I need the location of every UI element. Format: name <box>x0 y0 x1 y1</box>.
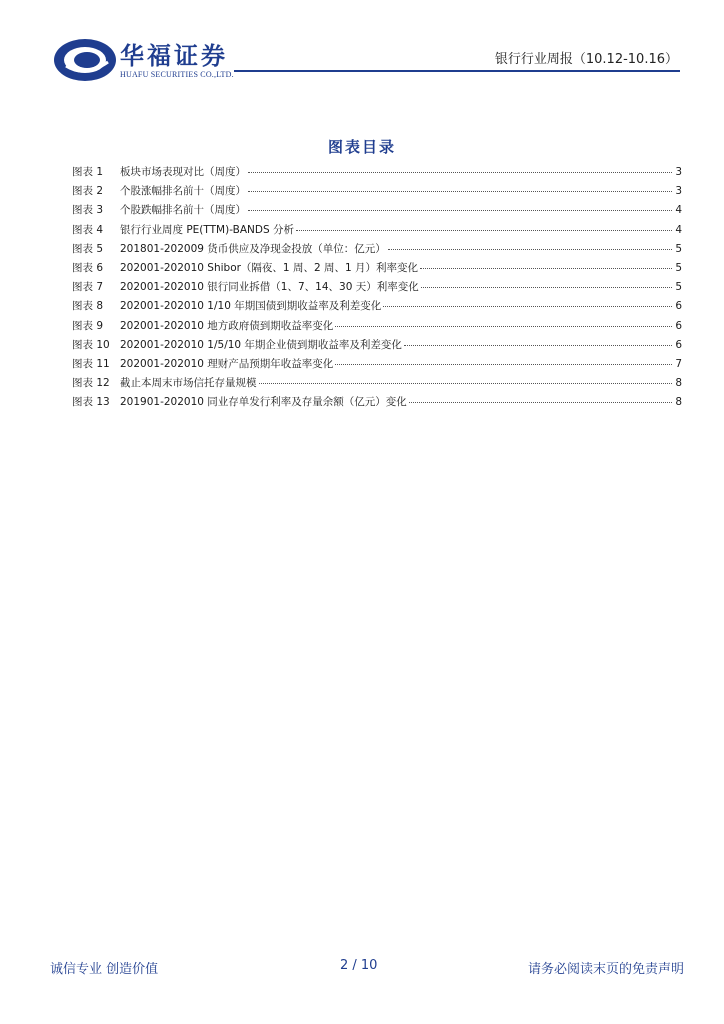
toc-item-page: 5 <box>675 281 682 294</box>
toc-item[interactable] <box>72 222 682 241</box>
toc-item-title: 202001-202010 1/10 年期国债到期收益率及利差变化 <box>120 300 382 313</box>
toc-item[interactable] <box>72 183 682 202</box>
page-header <box>0 0 724 90</box>
toc-leader-dots <box>248 172 672 173</box>
toc-item-page: 3 <box>675 166 682 178</box>
report-title: 银行行业周报（10.12-10.16） <box>494 52 678 67</box>
toc-item-page: 6 <box>675 338 682 351</box>
toc-item[interactable] <box>72 318 682 337</box>
toc-item-title: 银行行业周度 PE(TTM)-BANDS 分析 <box>120 223 294 236</box>
toc-leader-dots <box>248 191 672 192</box>
toc-leader-dots <box>421 287 672 288</box>
toc-item-label: 图表 7 <box>72 281 104 294</box>
toc-item-page: 6 <box>675 319 682 332</box>
footer-disclaimer-note: 请务必阅读末页的免责声明 <box>527 962 684 977</box>
toc-item-label: 图表 10 <box>72 338 110 351</box>
toc-item-label: 图表 9 <box>72 319 104 332</box>
toc-leader-dots <box>420 268 672 269</box>
toc-item-label: 图表 4 <box>72 223 104 236</box>
toc-item-title: 201801-202009 货币供应及净现金投放（单位：亿元） <box>120 242 386 255</box>
toc-item[interactable] <box>72 337 682 356</box>
page-number: 2 / 10 <box>340 958 378 973</box>
toc-item[interactable] <box>72 394 682 413</box>
toc-leader-dots <box>335 364 672 365</box>
toc-leader-dots <box>388 249 672 250</box>
toc-item-label: 图表 3 <box>72 204 104 217</box>
toc-item-page: 6 <box>675 300 682 313</box>
footer-slogan: 诚信专业 创造价值 <box>50 962 159 977</box>
toc-item-title: 202001-202010 1/5/10 年期企业债到期收益率及利差变化 <box>120 338 402 351</box>
toc-item-page: 3 <box>675 185 682 198</box>
toc-leader-dots <box>335 326 672 327</box>
toc-item-title: 个股跌幅排名前十（周度） <box>120 204 246 217</box>
header-divider <box>234 70 680 72</box>
toc-item-title: 个股涨幅排名前十（周度） <box>120 185 246 198</box>
toc-item-page: 8 <box>675 396 682 409</box>
toc-leader-dots <box>409 402 672 403</box>
brand-name-en: HUAFU SECURITIES CO.,LTD. <box>120 70 234 79</box>
toc-item-title: 202001-202010 Shibor（隔夜、1 周、2 周、1 月）利率变化 <box>120 261 418 274</box>
toc-item[interactable] <box>72 298 682 317</box>
toc-item-label: 图表 5 <box>72 242 104 255</box>
toc-item[interactable] <box>72 241 682 260</box>
toc-leader-dots <box>383 306 672 307</box>
huafu-logo-icon <box>52 36 118 84</box>
toc-heading: 图表目录 <box>327 138 396 156</box>
toc-list <box>72 164 682 413</box>
toc-item-page: 7 <box>675 357 682 370</box>
toc-item-label: 图表 2 <box>72 185 104 198</box>
toc-item[interactable] <box>72 279 682 298</box>
toc-item-label: 图表 12 <box>72 377 110 390</box>
toc-item-title: 202001-202010 理财产品预期年收益率变化 <box>120 357 334 370</box>
toc-item-page: 4 <box>675 204 682 217</box>
toc-item-page: 8 <box>675 377 682 390</box>
toc-item-label: 图表 11 <box>72 357 110 370</box>
toc-item-title: 截止本周末市场信托存量规模 <box>120 377 257 390</box>
toc-leader-dots <box>296 230 672 231</box>
toc-item-label: 图表 6 <box>72 261 104 274</box>
toc-item-title: 202001-202010 地方政府债到期收益率变化 <box>120 319 334 332</box>
toc-item-page: 5 <box>675 261 682 274</box>
toc-item-label: 图表 1 <box>72 166 104 178</box>
toc-item[interactable] <box>72 260 682 279</box>
toc-item[interactable] <box>72 375 682 394</box>
toc-item[interactable] <box>72 164 682 183</box>
page-footer <box>50 958 684 978</box>
toc-item-label: 图表 13 <box>72 396 110 409</box>
toc-leader-dots <box>248 210 672 211</box>
toc-item[interactable] <box>72 356 682 375</box>
toc-item-title: 202001-202010 银行同业拆借（1、7、14、30 天）利率变化 <box>120 281 419 294</box>
toc-item-title: 201901-202010 同业存单发行利率及存量余额（亿元）变化 <box>120 396 407 409</box>
toc-leader-dots <box>259 383 673 384</box>
toc-item-title: 板块市场表现对比（周度） <box>120 166 246 178</box>
toc-item[interactable] <box>72 202 682 221</box>
toc-item-page: 4 <box>675 223 682 236</box>
brand-name-cn: 华福证券 <box>120 41 228 70</box>
toc-item-page: 5 <box>675 242 682 255</box>
toc-item-label: 图表 8 <box>72 300 104 313</box>
toc-leader-dots <box>404 345 672 346</box>
